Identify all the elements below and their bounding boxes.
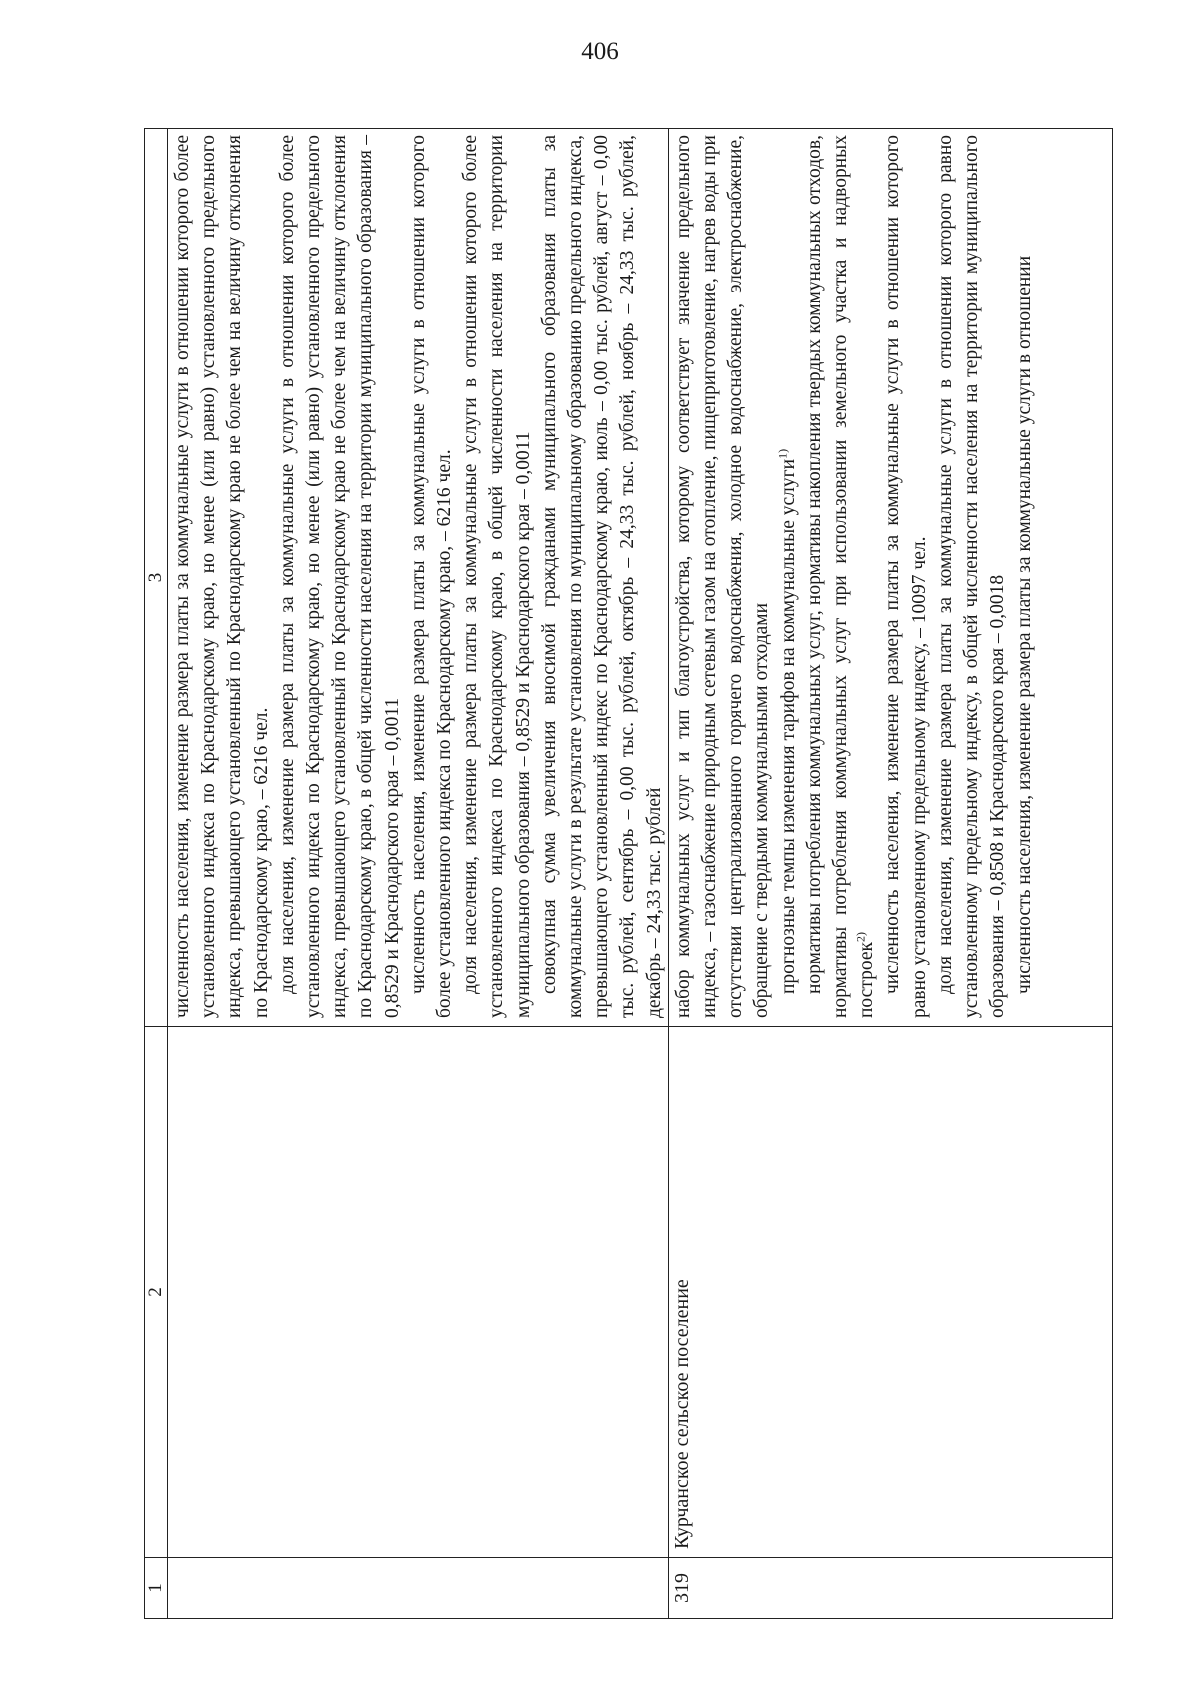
page-number: 406	[581, 38, 619, 65]
table-row-319	[668, 129, 1112, 1619]
row-number-cell: 319	[668, 1558, 1112, 1619]
header-col-1: 1	[145, 1558, 168, 1619]
paragraph: численность населения, изменение размера платы за коммунальные услуги в отношении которого более установленного индекса по Краснодарскому краю, но менее (или равно) установленного предельного индекса, превышающего установленный по Краснодарскому краю не более чем на величину отклонения по Краснодарскому краю, – 6216 чел.	[172, 135, 272, 1018]
paragraph: доля населения, изменение размера платы за коммунальные услуги в отношении которого равно установленному предельному индексу, в общей численности населения на территории муниципального образования – 0,8508 и Краснодарского края – 0,0018	[934, 135, 1009, 1018]
footnote-ref: 1)	[775, 448, 790, 459]
paragraph: совокупная сумма увеличения вносимой гражданами муниципального образования платы за коммунальные услуги в результате установления по муниципальному образованию предельного индекса, превышающего установленный индекс по Краснодарскому краю, июль – 0,00 тыс. рублей, август – 0,00 тыс. рублей, сентябрь – 0,00 тыс. рублей, октябрь – 24,33 тыс. рублей, ноябрь – 24,33 тыс. рублей, декабрь – 24,33 тыс. рублей	[538, 135, 665, 1018]
tariff-table	[144, 128, 1113, 1619]
municipality-cell	[168, 1027, 669, 1558]
details-cell	[668, 129, 1112, 1027]
details-cell	[168, 129, 669, 1027]
paragraph: численность населения, изменение размера платы за коммунальные услуги в отношении которого равно установленному предельному индексу, – 10097 чел.	[882, 135, 930, 1018]
row-number-cell	[168, 1558, 669, 1619]
paragraph: нормативы потребления коммунальных услуг, нормативы накопления твердых коммунальных отходов, нормативы потребления коммунальных услуг при использовании земельного участка и надворных построек$^{2)}$	[803, 135, 878, 1018]
header-col-2: 2	[145, 1027, 168, 1558]
paragraph: численность населения, изменение размера платы за коммунальные услуги в отношении которого более установленного индекса по Краснодарскому краю, – 6216 чел.	[407, 135, 456, 1018]
paragraph: численность населения, изменение размера платы за коммунальные услуги в отношении	[1013, 255, 1035, 994]
paragraph: доля населения, изменение размера платы за коммунальные услуги в отношении которого более установленного индекса по Краснодарскому краю, но менее (или равно) установленного предельного индекса, превышающего установленный по Краснодарскому краю не более чем на величину отклонения по Краснодарскому краю, в общей численности населения на территории муниципального образования – 0,8529 и Краснодарского края – 0,0011	[276, 135, 403, 1018]
table-header-row	[145, 129, 168, 1619]
table-row-continued	[168, 129, 669, 1619]
rotated-table-wrapper	[144, 132, 1091, 1619]
header-col-3: 3	[145, 129, 168, 1027]
paragraph: набор коммунальных услуг и тип благоустройства, которому соответствует значение предельного индекса, – газоснабжение природным сетевым газом на отопление, пищеприготовление, нагрев воды при отсутствии централизованного горячего водоснабжения, холодное водоснабжение, электроснабжение, обращение с твердыми коммунальными отходами	[672, 135, 773, 1018]
footnote-ref: 2)	[853, 932, 868, 943]
paragraph: прогнозные темпы изменения тарифов на коммунальные услуги$^{1)}$	[775, 448, 799, 994]
municipality-cell: Курчанское сельское поселение	[668, 1027, 1112, 1558]
paragraph: доля населения, изменение размера платы за коммунальные услуги в отношении которого более установленного индекса по Краснодарскому краю, в общей численности населения на территории муниципального образования – 0,8529 и Краснодарского края – 0,0011	[460, 135, 534, 1018]
